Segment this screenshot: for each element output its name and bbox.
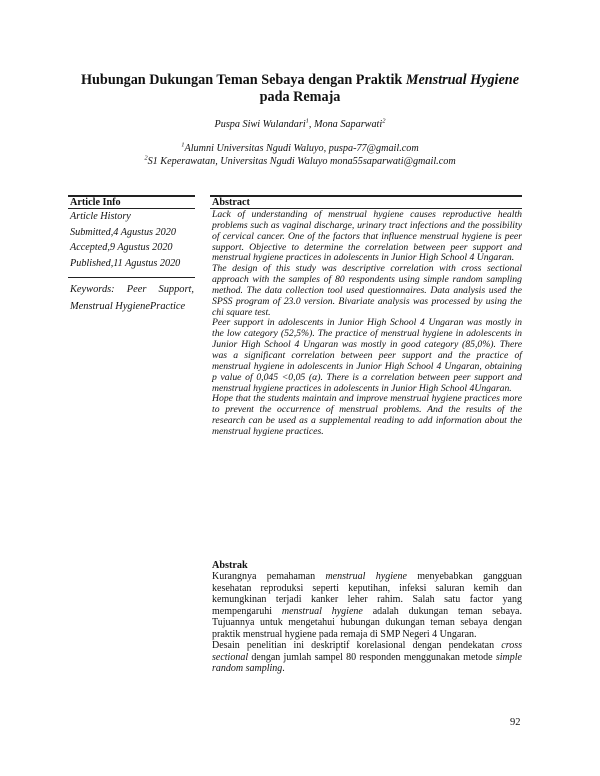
submitted-date: Submitted,4 Agustus 2020 [70,226,176,238]
abstrak-text: . [282,663,285,674]
abstrak-text: adalah dukungan teman sebaya. Tujuannya untuk mengetahui hubungan dukungan teman sebaya dengan praktik menstrual hygiene pada remaja di SMP Negeri 4 Ungaran. [212,605,522,640]
abstrak-italic-term: menstrual hygiene [281,605,363,617]
abstrak-text: menyebabkan gangguan kesehatan reproduksi seperti keputihan, infeksi saluran kemih dan kemungkinan terjadi kanker leher rahim. Salah satu factor yang mempengaruhi [212,571,522,617]
author-name: Puspa Siwi Wulandari [214,119,306,130]
abstrak-paragraph [212,571,522,640]
published-date: Published,11 Agustus 2020 [70,257,181,269]
abstract-top-rule [210,195,522,197]
title-line1-italic: Menstrual Hygiene [405,72,519,88]
history-label: Article History [70,211,131,222]
keywords-divider-rule [68,277,195,278]
abstrak-italic-term: menstrual hygiene [325,571,407,582]
abstrak-text: dengan jumlah sampel 80 responden menggunakan metode [248,651,496,663]
affiliation-line [60,142,540,155]
abstract-paragraph: Hope that the students maintain and improve menstrual hygiene practices more to prevent the occurrence of menstrual problems. And the results of the research can be used as a supplemental reading to add information about the menstrual hygiene practices. [212,393,522,437]
accepted-date: Accepted,9 Agustus 2020 [70,242,173,253]
affiliation-text: Alumni Universitas Ngudi Waluyo, puspa-77@gmail.com [184,143,419,154]
article-info-heading: Article Info [70,197,121,208]
affiliation-superscript: 2 [144,154,148,162]
abstrak-italic-term: simple random sampling [212,651,522,674]
abstract-indonesian [212,571,522,675]
paper-title [60,72,540,106]
affiliation-text: S1 Keperawatan, Universitas Ngudi Waluyo mona55saparwati@gmail.com [147,156,456,167]
abstract-paragraph: Peer support in adolescents in Junior High School 4 Ungaran was mostly in the low category (52,5%). The practice of menstrual hygiene in adolescents in Junior High School 4 Ungaran was mostly in good category (85,0%). There was a significant correlation between peer support and the practice of menstrual hygiene in adolescents in Junior High School 4 Ungaran, obtaining p value of 0,045 <0,05 (α). There is a correlation between peer support and menstrual hygiene practices in adolescents in Junior High School 4Ungaran. [212,317,522,394]
author-name: Mona Saparwati [314,119,383,130]
title-line2: pada Remaja [259,89,341,105]
author-superscript: 2 [382,117,386,125]
author-superscript: 1 [305,117,309,125]
abstract-heading: Abstract [212,197,250,208]
title-line1-plain: Hubungan Dukungan Teman Sebaya dengan Praktik [81,72,406,88]
abstrak-italic-term: cross sectional [212,640,522,663]
abstrak-text: Kurangnya pemahaman [212,571,326,582]
abstract-paragraph: The design of this study was descriptive correlation with cross sectional approach with the samples of 80 respondents using simple random sampling method. The data collection tool used questionnaires. Data analysis used the SPSS program of 23.0 version. Bivariate analysis was processed by using the chi square test. [212,263,522,318]
abstrak-text: Desain penelitian ini deskriptif korelasional dengan pendekatan [212,640,502,651]
affiliation-line [60,155,540,168]
abstract-paragraph: Lack of understanding of menstrual hygiene causes reproductive health problems such as vaginal discharge, urinary tract infections and the possibility of cervical cancer. One of the factors that influence menstrual hygiene is peer support. Objective to determine the correlation between peer support and menstrual hygiene practices in adolescents in Junior High School 4 Ungaran. [212,209,522,264]
keywords: Keywords: Peer Support, Menstrual HygienePractice [70,284,194,312]
author-separator: , [308,119,314,130]
page-number: 92 [510,717,521,728]
author-list [60,119,540,130]
abstract-english [212,210,522,438]
affiliation-superscript: 1 [181,141,185,149]
affiliations [60,142,540,168]
abstrak-paragraph [212,640,522,675]
article-history [70,209,195,271]
abstrak-heading: Abstrak [212,560,248,571]
